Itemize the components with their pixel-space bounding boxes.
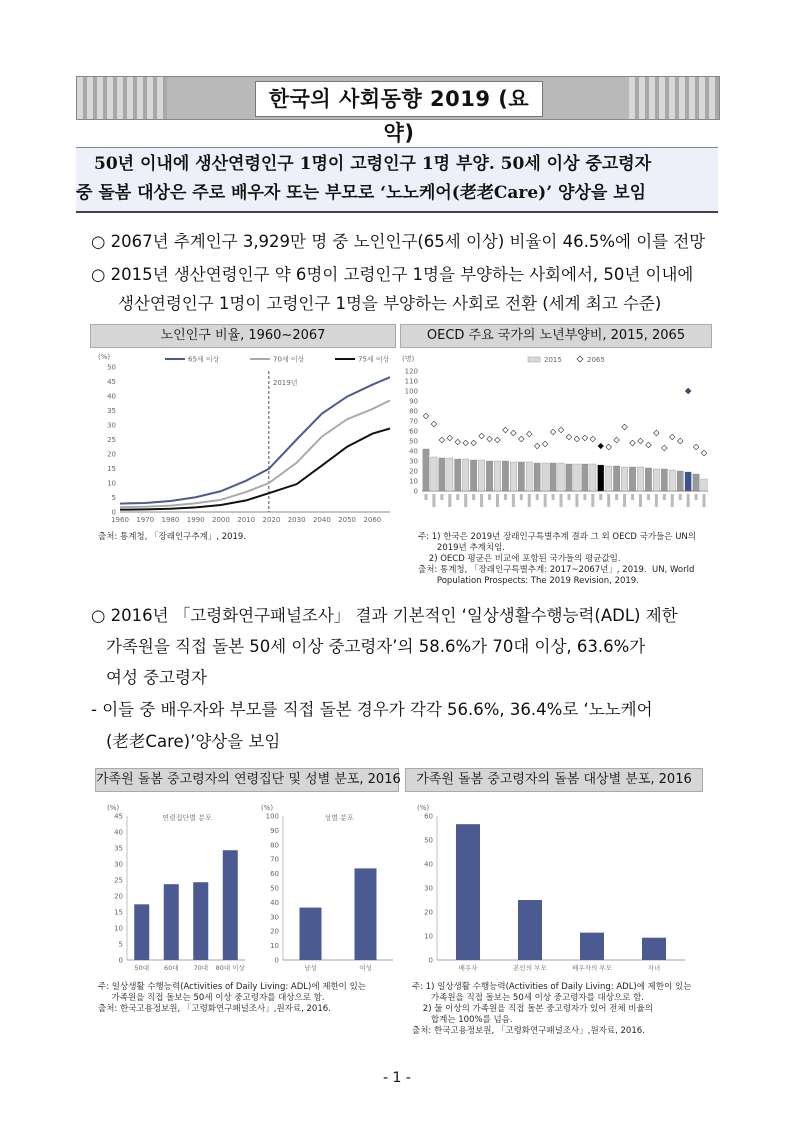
gender-chart-y-tick: 20 <box>270 927 279 936</box>
category-label-mark <box>631 494 634 500</box>
age-chart-category-label: 50대 <box>134 964 150 972</box>
point-2065 <box>582 435 588 441</box>
bar-2015 <box>629 467 635 491</box>
point-2065 <box>606 444 612 450</box>
age-chart-y-tick: 20 <box>114 892 123 901</box>
category-label-mark <box>560 494 563 507</box>
age-chart-category-label: 70대 <box>193 964 209 972</box>
point-2065 <box>534 443 540 449</box>
bullet-4-line-1: - 이들 중 배우자와 부모를 직접 돌본 경우가 각각 56.6%, 36.4%로 ‘노노케어 <box>91 700 653 719</box>
x-tick-label: 1980 <box>161 516 180 524</box>
point-2065 <box>471 440 477 446</box>
target-chart-bar <box>518 900 542 960</box>
series-line-2 <box>120 400 390 507</box>
age-chart-title: 연령집단별 분포 <box>162 814 212 822</box>
point-2065 <box>630 440 636 446</box>
target-chart-y-tick: 20 <box>424 908 433 917</box>
age-chart-y-tick: 25 <box>114 876 123 885</box>
bar-2015 <box>439 458 445 491</box>
bar-2015 <box>455 459 461 491</box>
point-2065 <box>654 430 660 436</box>
bullet-3-line-1: ○ 2016년 「고령화연구패널조사」 결과 기본적인 ‘일상생활수행능력(ADL) 제한 <box>91 606 678 625</box>
category-label-mark <box>679 494 682 500</box>
legend-label-1: 65세 이상 <box>188 355 220 364</box>
series-line-1 <box>120 377 390 503</box>
point-2065 <box>542 441 548 447</box>
point-2065 <box>590 436 596 442</box>
point-2065 <box>558 427 564 433</box>
bar-2015 <box>685 472 691 491</box>
category-label-mark <box>655 494 658 507</box>
category-label-mark <box>496 494 499 507</box>
age-chart-bar <box>134 904 149 960</box>
chart2-title: OECD 주요 국가의 노년부양비, 2015, 2065 <box>400 324 712 348</box>
age-chart-y-tick: 45 <box>114 812 123 821</box>
point-2065 <box>669 434 675 440</box>
gender-chart-y-unit: (%) <box>261 804 274 812</box>
bullet-2-line-2: 생산연령인구 1명이 고령인구 1명을 부양하는 사회로 전환 (세계 최고 수준) <box>118 294 662 313</box>
bar-2015 <box>423 449 429 491</box>
category-label-mark <box>456 494 459 500</box>
category-label-mark <box>520 494 523 500</box>
caregiver-age-gender-chart <box>95 794 397 974</box>
gender-chart-y-tick: 0 <box>274 956 279 965</box>
x-tick-label: 2050 <box>338 516 357 524</box>
gender-chart-bar <box>300 908 322 960</box>
bar-2015 <box>637 467 643 491</box>
elderly-ratio-line-chart <box>90 349 398 529</box>
age-chart-bar <box>164 884 179 960</box>
headline-line-2: 중 돌봄 대상은 주로 배우자 또는 부모로 ‘노노케어(老老Care)’ 양상을 보임 <box>76 183 647 203</box>
y-tick-label: 30 <box>409 457 418 466</box>
y-tick-label: 25 <box>107 436 116 444</box>
x-tick-label: 2030 <box>287 516 306 524</box>
category-label-mark <box>599 494 602 500</box>
age-chart-category-label: 80대 이상 <box>215 964 245 972</box>
point-2065 <box>447 435 453 441</box>
point-2065 <box>598 443 604 449</box>
y-tick-label: 110 <box>404 377 418 386</box>
x-tick-label: 1970 <box>136 516 155 524</box>
gender-chart-y-tick: 10 <box>270 942 279 951</box>
target-chart-y-tick: 60 <box>424 812 433 821</box>
y-tick-label: 35 <box>107 407 116 415</box>
point-2065 <box>495 437 501 443</box>
point-2065 <box>622 424 628 430</box>
category-label-mark <box>424 494 427 500</box>
point-2065 <box>614 437 620 443</box>
bar-2015 <box>566 464 572 491</box>
bar-2015 <box>669 470 675 491</box>
bar-2015 <box>518 462 524 491</box>
y-tick-label: 50 <box>107 363 116 372</box>
y-tick-label: 60 <box>409 427 418 436</box>
bar-2015 <box>478 460 484 491</box>
bar-2015 <box>701 479 707 491</box>
category-label-mark <box>488 494 491 500</box>
y-tick-label: 45 <box>107 378 116 386</box>
point-2065 <box>685 388 691 394</box>
target-chart-bar <box>580 933 604 960</box>
oecd-dependency-chart <box>398 349 712 527</box>
category-label-mark <box>615 494 618 500</box>
x-tick-label: 2060 <box>363 516 382 524</box>
category-label-mark <box>512 494 515 507</box>
target-chart-category-label: 배우자의 부모 <box>572 964 612 972</box>
point-2065 <box>526 431 532 437</box>
chart2-note: 주: 1) 한국은 2019년 장래인구특별추계 결과 그 외 OECD 국가들은 UN의 2019년 추계치임. 2) OECD 평균은 비교에 포함된 국가들의 평균값임. 출처: 통계청, 「장래인구특별추계: 2017~2067년」, 2019. UN, World Population Prospects: The 2019 Revision, 2019. <box>418 532 697 586</box>
legend-swatch-2015 <box>528 357 540 362</box>
target-chart-bar <box>456 824 480 960</box>
y-tick-label: 10 <box>409 477 418 486</box>
target-chart-category-label: 배우자 <box>458 964 478 972</box>
bar-2015 <box>510 462 516 491</box>
category-label-mark <box>607 494 610 507</box>
point-2065 <box>550 429 556 435</box>
bar-2015 <box>486 461 492 491</box>
bar-2015 <box>613 466 619 491</box>
bar-2015 <box>693 474 699 491</box>
page-number: - 1 - <box>383 1070 411 1086</box>
bar-2015 <box>661 469 667 491</box>
y-tick-label: 50 <box>409 437 418 446</box>
category-label-mark <box>591 494 594 507</box>
x-tick-label: 2010 <box>237 516 256 524</box>
y-axis-unit: (명) <box>402 355 415 363</box>
headline-line-1: 50년 이내에 생산연령인구 1명이 고령인구 1명 부양. 50세 이상 중고령자 <box>94 154 652 174</box>
gender-chart-category-label: 남성 <box>304 964 317 972</box>
target-chart-y-tick: 50 <box>424 836 433 845</box>
gender-chart-bar <box>355 868 377 960</box>
point-2065 <box>566 434 572 440</box>
bullet-1: ○ 2067년 추계인구 3,929만 명 중 노인인구(65세 이상) 비율이 46.5%에 이를 전망 <box>91 232 706 251</box>
bar-2015 <box>598 465 604 491</box>
bar-2015 <box>653 469 659 491</box>
bar-2015 <box>677 471 683 491</box>
target-chart-category-label: 본인의 부모 <box>513 964 547 972</box>
age-chart-y-tick: 40 <box>114 828 123 837</box>
bar-2015 <box>502 461 508 491</box>
category-label-mark <box>544 494 547 507</box>
y-tick-label: 80 <box>409 407 418 416</box>
target-chart-y-tick: 10 <box>424 932 433 941</box>
age-chart-y-tick: 10 <box>114 924 123 933</box>
legend-label-3: 75세 이상 <box>358 355 390 364</box>
x-tick-label: 1960 <box>111 516 129 524</box>
bar-2015 <box>606 466 612 491</box>
category-label-mark <box>647 494 650 500</box>
y-tick-label: 0 <box>111 508 116 517</box>
age-chart-y-tick: 35 <box>114 844 123 853</box>
category-label-mark <box>575 494 578 507</box>
category-label-mark <box>528 494 531 507</box>
gender-chart-category-label: 여성 <box>359 964 372 972</box>
bar-2015 <box>645 468 651 491</box>
point-2065 <box>701 450 707 456</box>
point-2065 <box>503 427 509 433</box>
chart4-note: 주: 1) 일상생활 수행능력(Activities of Daily Living: ADL)에 제한이 있는 가족원을 직접 돌보는 50세 이상 중고령자를 대상으로 함. 2) 둘 이상의 가족원을 직접 돌본 중고령자가 있어 전체 비율의 합계는 100%를 넘음. 출처: 한국고용정보원, 「고령화연구패널조사」,원자료, 2016. <box>412 982 692 1036</box>
bullet-3-line-2: 가족원을 직접 돌본 50세 이상 중고령자’의 58.6%가 70대 이상, 63.6%가 <box>106 637 646 656</box>
y-tick-label: 120 <box>404 367 418 376</box>
bar-2015 <box>574 464 580 491</box>
y-tick-label: 0 <box>413 487 418 496</box>
page-title: 한국의 사회동향 2019 (요약) <box>255 81 543 117</box>
target-chart-y-tick: 0 <box>428 956 433 965</box>
bullet-3-line-3: 여성 중고령자 <box>106 668 207 687</box>
age-chart-bar <box>193 882 208 960</box>
category-label-mark <box>552 494 555 500</box>
point-2065 <box>646 442 652 448</box>
gender-chart-y-tick: 80 <box>270 841 279 850</box>
point-2065 <box>519 436 525 442</box>
target-chart-y-tick: 30 <box>424 884 433 893</box>
target-chart-y-unit: (%) <box>417 804 430 812</box>
bullet-4-line-2: (老老Care)’양상을 보임 <box>106 732 281 751</box>
reference-label: 2019년 <box>272 379 298 387</box>
care-target-chart <box>405 794 701 974</box>
point-2065 <box>431 421 437 427</box>
bar-2015 <box>447 458 453 491</box>
y-tick-label: 20 <box>107 450 116 459</box>
chart4-title: 가족원 돌봄 중고령자의 돌봄 대상별 분포, 2016 <box>405 768 703 792</box>
category-label-mark <box>703 494 706 507</box>
gender-chart-y-tick: 50 <box>270 884 279 893</box>
category-label-mark <box>687 494 690 507</box>
bullet-2-line-1: ○ 2015년 생산연령인구 약 6명이 고령인구 1명을 부양하는 사회에서, 50년 이내에 <box>91 265 694 284</box>
legend-swatch-2065 <box>577 356 583 362</box>
y-tick-label: 100 <box>404 387 418 396</box>
category-label-mark <box>663 494 666 500</box>
y-tick-label: 10 <box>107 479 116 488</box>
summary-headline <box>76 147 718 213</box>
age-chart-y-tick: 0 <box>118 956 123 965</box>
legend-label-2: 70세 이상 <box>273 355 305 364</box>
category-label-mark <box>472 494 475 500</box>
point-2065 <box>423 413 429 419</box>
age-chart-y-unit: (%) <box>107 804 120 812</box>
point-2065 <box>638 438 644 444</box>
x-tick-label: 2000 <box>212 516 230 524</box>
gender-chart-y-tick: 100 <box>265 812 279 821</box>
point-2065 <box>455 439 461 445</box>
point-2065 <box>511 430 517 436</box>
bar-2015 <box>590 464 596 491</box>
gender-chart-y-tick: 70 <box>270 855 279 864</box>
y-tick-label: 5 <box>111 494 116 502</box>
chart1-title: 노인인구 비율, 1960~2067 <box>90 324 396 348</box>
chart1-source: 출처: 통계청, 「장래인구추계」, 2019. <box>98 532 247 542</box>
point-2065 <box>487 436 493 442</box>
point-2065 <box>463 440 469 446</box>
gender-chart-y-tick: 30 <box>270 913 279 922</box>
y-tick-label: 20 <box>409 467 418 476</box>
category-label-mark <box>480 494 483 507</box>
point-2065 <box>479 433 485 439</box>
y-tick-label: 40 <box>107 392 116 401</box>
category-label-mark <box>464 494 467 507</box>
category-label-mark <box>623 494 626 507</box>
age-chart-y-tick: 5 <box>118 940 123 949</box>
y-axis-unit: (%) <box>98 353 111 361</box>
bar-2015 <box>470 460 476 491</box>
category-label-mark <box>432 494 435 507</box>
banner-decoration-left <box>77 77 167 119</box>
gender-chart-title: 성별 분포 <box>324 814 354 822</box>
y-tick-label: 70 <box>409 417 418 426</box>
series-line-3 <box>120 428 390 509</box>
category-label-mark <box>639 494 642 507</box>
chart3-title: 가족원 돌봄 중고령자의 연령집단 및 성별 분포, 2016 <box>95 768 399 792</box>
bar-2015 <box>582 464 588 491</box>
category-label-mark <box>671 494 674 507</box>
legend-label-2015: 2015 <box>544 356 562 364</box>
target-chart-bar <box>642 938 666 960</box>
bar-2015 <box>534 463 540 491</box>
bar-2015 <box>431 457 437 491</box>
bar-2015 <box>558 463 564 491</box>
age-chart-y-tick: 15 <box>114 908 123 917</box>
bar-2015 <box>494 461 500 491</box>
point-2065 <box>574 436 580 442</box>
x-tick-label: 2020 <box>262 516 281 524</box>
point-2065 <box>439 437 445 443</box>
age-chart-y-tick: 30 <box>114 860 123 869</box>
target-chart-category-label: 자녀 <box>647 964 661 972</box>
point-2065 <box>662 445 668 451</box>
y-tick-label: 30 <box>107 421 116 430</box>
title-banner <box>76 76 720 145</box>
y-tick-label: 90 <box>409 397 418 406</box>
category-label-mark <box>504 494 507 500</box>
y-tick-label: 40 <box>409 447 418 456</box>
category-label-mark <box>695 494 698 500</box>
y-tick-label: 15 <box>107 465 116 473</box>
bar-2015 <box>542 463 548 491</box>
category-label-mark <box>448 494 451 507</box>
bar-2015 <box>526 462 532 491</box>
category-label-mark <box>583 494 586 500</box>
category-label-mark <box>567 494 570 500</box>
age-chart-category-label: 60대 <box>163 964 179 972</box>
bar-2015 <box>550 463 556 491</box>
bar-2015 <box>463 459 469 491</box>
gender-chart-y-tick: 60 <box>270 870 279 879</box>
banner-decoration-right <box>629 77 719 119</box>
x-tick-label: 2040 <box>312 516 331 524</box>
category-label-mark <box>440 494 443 500</box>
bar-2015 <box>621 467 627 491</box>
point-2065 <box>693 444 699 450</box>
age-chart-bar <box>223 850 238 960</box>
gender-chart-y-tick: 40 <box>270 898 279 907</box>
point-2065 <box>677 438 683 444</box>
category-label-mark <box>536 494 539 500</box>
legend-label-2065: 2065 <box>587 356 605 364</box>
target-chart-y-tick: 40 <box>424 860 433 869</box>
x-tick-label: 1990 <box>186 516 205 524</box>
gender-chart-y-tick: 90 <box>270 826 279 835</box>
chart3-note: 주: 일상생활 수행능력(Activities of Daily Living: ADL)에 제한이 있는 가족원을 직접 돌보는 50세 이상 중고령자를 대상으로 함. 출처: 한국고용정보원, 「고령화연구패널조사」,원자료, 2016. <box>98 982 366 1014</box>
